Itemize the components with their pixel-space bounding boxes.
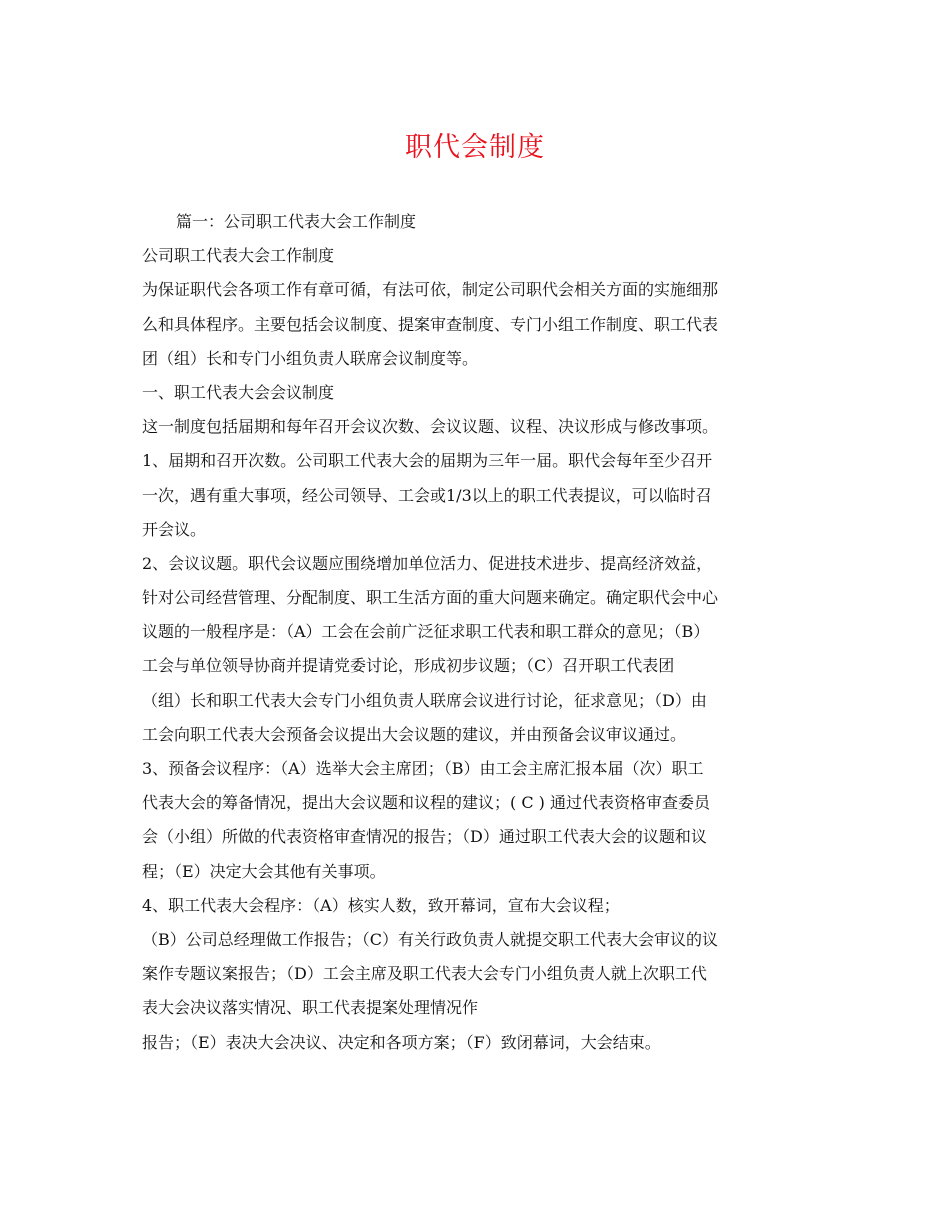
paragraph-line: 1、届期和召开次数。公司职工代表大会的届期为三年一届。职代会每年至少召开 bbox=[142, 451, 713, 471]
paragraph-line: 公司职工代表大会工作制度 bbox=[142, 246, 335, 266]
paragraph-line: 为保证职代会各项工作有章可循，有法可依，制定公司职代会相关方面的实施细那 bbox=[142, 280, 719, 300]
paragraph-line: 3、预备会议程序：（A）选举大会主席团；（B）由工会主席汇报本届（次）职工 bbox=[142, 759, 704, 778]
document-body bbox=[142, 205, 818, 1060]
paragraph-line: 4、职工代表大会程序：（A）核实人数，致开幕词，宣布大会议程； bbox=[142, 895, 620, 915]
paragraph-line: （组）长和职工代表大会专门小组负责人联席会议进行讨论，征求意见；（D）由 bbox=[142, 690, 707, 710]
paragraph-line: 针对公司经营管理、分配制度、职工生活方面的重大问题来确定。确定职代会中心 bbox=[142, 588, 719, 608]
paragraph-line: 2、会议议题。职代会议题应围绕增加单位活力、促进技术进步、提高经济效益， bbox=[142, 553, 713, 573]
paragraph-line: 一、职工代表大会会议制度 bbox=[142, 382, 335, 402]
paragraph-line: 么和具体程序。主要包括会议制度、提案审查制度、专门小组工作制度、职工代表 bbox=[142, 314, 719, 334]
paragraph-line: 工会与单位领导协商并提请党委讨论，形成初步议题；（C）召开职工代表团 bbox=[142, 656, 675, 676]
paragraph-line: 表大会决议落实情况、职工代表提案处理情况作 bbox=[142, 998, 479, 1018]
paragraph-line: 议题的一般程序是：（A）工会在会前广泛征求职工代表和职工群众的意见；（B） bbox=[142, 622, 710, 642]
paragraph-line: 会（小组）所做的代表资格审查情况的报告；（D）通过职工代表大会的议题和议 bbox=[142, 827, 707, 847]
paragraph-line: 团（组）长和专门小组负责人联席会议制度等。 bbox=[142, 348, 479, 368]
paragraph-line: （B）公司总经理做工作报告；（C）有关行政负责人就提交职工代表大会审议的议 bbox=[142, 929, 719, 949]
paragraph-line: 工会向职工代表大会预备会议提出大会议题的建议，并由预备会议审议通过。 bbox=[142, 724, 687, 744]
section-heading: 篇一：公司职工代表大会工作制度 bbox=[176, 212, 417, 231]
paragraph-line: 这一制度包括届期和每年召开会议次数、会议议题、议程、决议形成与修改事项。 bbox=[142, 417, 719, 437]
paragraph-line: 开会议。 bbox=[142, 519, 207, 539]
document-title: 职代会制度 bbox=[405, 132, 545, 163]
paragraph-line: 代表大会的筹备情况，提出大会议题和议程的建议；( C ) 通过代表资格审查委员 bbox=[142, 793, 710, 813]
paragraph-line: 案作专题议案报告；（D）工会主席及职工代表大会专门小组负责人就上次职工代 bbox=[142, 964, 707, 984]
paragraph-line: 一次，遇有重大事项，经公司领导、工会或1/3以上的职工代表提议，可以临时召 bbox=[142, 485, 712, 505]
paragraph-line: 程；（E）决定大会其他有关事项。 bbox=[142, 861, 386, 881]
paragraph-line: 报告；（E）表决大会决议、决定和各项方案；（F）致闭幕词，大会结束。 bbox=[142, 1032, 661, 1052]
